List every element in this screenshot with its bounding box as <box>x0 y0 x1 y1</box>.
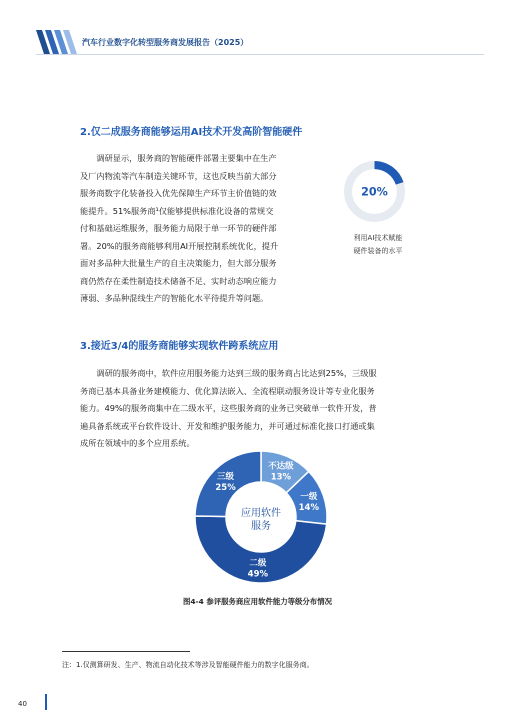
paragraph-line: 调研显示，服务商的智能硬件部署主要集中在生产 <box>96 153 277 163</box>
section3-title: 3.接近3/4的服务商能够实现软件跨系统应用 <box>80 341 279 352</box>
header-title: 汽车行业数字化转型服务商发展报告（2025） <box>82 38 249 47</box>
chart-center-label-1: 应用软件 <box>241 508 281 519</box>
paragraph-line: 署。20%的服务商能够利用AI开展控制系统优化，提升 <box>80 240 279 251</box>
paragraph-line: 付和基础运维服务，服务能力局限于单一环节的硬件部 <box>80 223 277 233</box>
section3-paragraph <box>80 365 435 453</box>
paragraph-line: 面对多品种大批量生产的自主决策能力，但大部分服务 <box>80 258 277 268</box>
paragraph-line: 务商已基本具备业务建模能力、优化算法嵌入、全流程联动服务设计等专业化服务 <box>80 385 375 396</box>
footnote: 注：1.仅测算研发、生产、物流自动化技术等涉及智能硬件能力的数字化服务商。 <box>62 661 314 669</box>
section2-title: 2.仅二成服务商能够运用AI技术开发高阶智能硬件 <box>80 127 303 138</box>
paragraph-line: 调研的服务商中，软件应用服务能力达到三级的服务商占比达到25%，三级服 <box>96 368 377 378</box>
ai-hardware-caption <box>343 232 413 258</box>
page-number-bar <box>45 694 47 710</box>
footnote-divider <box>62 651 190 652</box>
header-stripes-logo <box>36 30 78 54</box>
ai-hardware-caption-line2: 硬件装备的水平 <box>353 247 403 255</box>
paragraph-line: 薄弱、多品种混线生产的智能化水平待提升等问题。 <box>80 293 269 303</box>
paragraph-line: 服务商数字化装备投入优先保障生产环节主价值链的效 <box>80 188 277 198</box>
slice-name-0: 不达级 <box>268 461 294 472</box>
chart-center-label-2: 服务 <box>251 521 271 532</box>
paragraph-line: 能提升。51%服务商¹仅能够提供标准化设备的常规交 <box>80 205 274 216</box>
slice-name-3: 三级 <box>217 472 235 483</box>
paragraph-line: 商仍然存在柔性制造技术储备不足、实时动态响应能力 <box>80 275 277 286</box>
software-level-donut-chart <box>176 450 346 584</box>
ai-hardware-value: 20% <box>361 185 388 199</box>
ai-hardware-caption-line1: 利用AI技术赋能 <box>353 234 403 242</box>
section2-paragraph <box>80 150 322 308</box>
slice-value-3: 25% <box>215 483 236 494</box>
ai-hardware-donut <box>342 159 407 224</box>
page-number: 40 <box>18 700 27 708</box>
slice-value-0: 13% <box>270 472 292 483</box>
slice-value-1: 14% <box>298 502 320 513</box>
header-divider <box>36 54 484 55</box>
paragraph-line: 及厂内物流等汽车制造关键环节，这也反映当前大部分 <box>80 170 277 181</box>
paragraph-line: 成所在领域中的多个应用系统。 <box>80 438 195 448</box>
paragraph-line: 遍具备系统或平台软件设计、开发和维护服务能力，并可通过标准化接口打通或集 <box>80 420 375 431</box>
figure-caption: 图4-4 参评服务商应用软件能力等级分布情况 <box>183 597 332 606</box>
paragraph-line: 能力。49%的服务商集中在二级水平，这些服务商的业务已突破单一软件开发，普 <box>80 403 377 413</box>
slice-name-2: 二级 <box>249 558 267 569</box>
slice-value-2: 49% <box>247 569 269 580</box>
slice-name-1: 一级 <box>300 491 318 502</box>
